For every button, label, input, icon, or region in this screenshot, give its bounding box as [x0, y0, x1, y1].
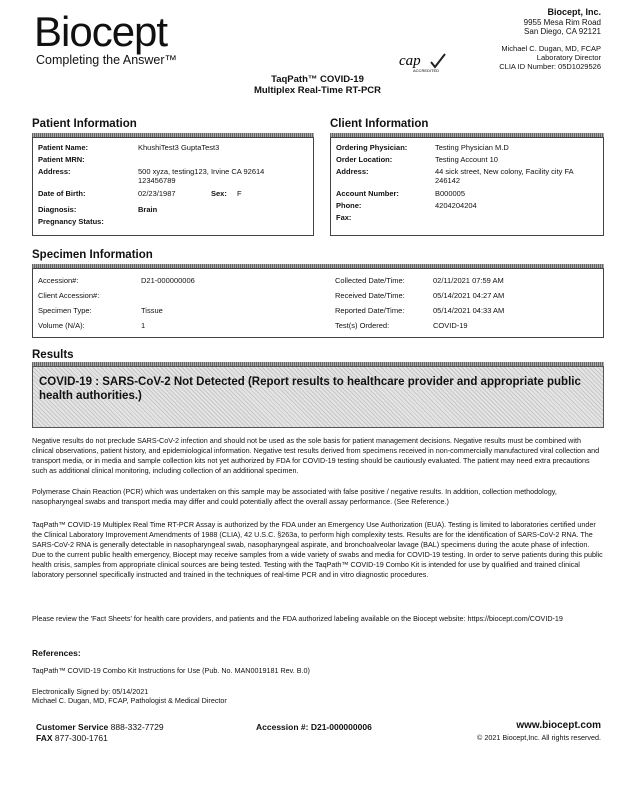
signature-line2: Michael C. Dugan, MD, FCAP, Pathologist & Medical Director	[32, 696, 227, 705]
title-line1: TaqPath™ COVID-19	[271, 74, 364, 85]
specimen-type-value: Tissue	[141, 306, 163, 315]
company-name: Biocept, Inc.	[547, 7, 601, 17]
collected-label: Collected Date/Time:	[335, 276, 405, 285]
patient-address-line1: 500 xyza, testing123, Irvine CA 92614	[138, 167, 265, 176]
reported-label: Reported Date/Time:	[335, 306, 405, 315]
signature-line1: Electronically Signed by: 05/14/2021	[32, 687, 149, 696]
specimen-type-label: Specimen Type:	[38, 306, 92, 315]
accession-label: Accession#:	[38, 276, 79, 285]
references-heading: References:	[32, 648, 81, 658]
address-line1: 9955 Mesa Rim Road	[523, 17, 601, 27]
diagnosis-label: Diagnosis:	[38, 205, 77, 214]
report-title	[0, 74, 635, 96]
paragraph-fact-sheets: Please review the 'Fact Sheets' for health care providers, and patients and the FDA authorized labeling available on the Biocept website: https://biocept.com/COVID-19	[32, 614, 563, 623]
physician-label: Ordering Physician:	[336, 143, 408, 152]
fax-footer-label: FAX	[36, 733, 53, 743]
results-box	[32, 366, 604, 428]
result-text: COVID-19 : SARS-CoV-2 Not Detected (Report results to healthcare provider and appropriate public health authorities.)	[39, 376, 581, 402]
volume-value: 1	[141, 321, 146, 330]
specimen-info-box	[32, 268, 604, 338]
footer-accession	[256, 722, 372, 732]
footer-contact	[36, 722, 164, 744]
account-label: Account Number:	[336, 189, 399, 198]
volume-label: Volume (N/A):	[38, 321, 85, 330]
patient-info-box	[32, 137, 314, 236]
paragraph-eua: TaqPath™ COVID-19 Multiplex Real Time RT-PCR Assay is authorized by the FDA under an Emergency Use Authorization (EUA). Testing is limited to laboratories certified under the Clinical Laboratory Improvement Amendments of 1988 (CLIA), 42 U.S.C. §263a, to perform high complexity tests. Results are for the identification of SARS-CoV-2 RNA. The SARS-CoV-2 RNA is generally detectable in nasopharyngeal swab, nasopharyngeal aspirate, and bronchoalveolar lavage (BAL) specimens during the acute phase of infection. Due to the current public health emergency, Biocept may receive samples from a wide variety of swabs and media for COVID-19 testing. In order to serve patients during this public health crisis, samples from appropriate clinical sources are being tested. Testing with the TaqPath™ COVID-19 Combo Kit is intended for use by qualified and trained clinical laboratory personnel specifically instructed and trained in the techniques of real-time PCR and in vitro diagnostic procedures.	[32, 520, 603, 579]
account-value: B000005	[435, 189, 466, 198]
location-value: Testing Account 10	[435, 155, 498, 164]
tagline: Completing the Answer™	[36, 53, 178, 67]
footer-accession-label: Accession #:	[256, 722, 309, 732]
results-heading: Results	[32, 349, 74, 361]
reference-item: TaqPath™ COVID-19 Combo Kit Instructions for Use (Pub. No. MAN0019181 Rev. B.0)	[32, 666, 310, 675]
patient-name: KhushiTest3 GuptaTest3	[138, 143, 220, 152]
company-address	[524, 8, 601, 37]
client-accession-label: Client Accession#:	[38, 291, 100, 300]
customer-service-label: Customer Service	[36, 722, 109, 732]
cap-seal-text: cap	[399, 53, 421, 69]
client-address-label: Address:	[336, 167, 369, 176]
cap-seal-sub: ACCREDITED	[413, 68, 440, 73]
received-label: Received Date/Time:	[335, 291, 405, 300]
tests-ordered-label: Test(s) Ordered:	[335, 321, 390, 330]
phone-label: Phone:	[336, 201, 362, 210]
patient-mrn-label: Patient MRN:	[38, 155, 85, 164]
diagnosis-value: Brain	[138, 205, 158, 214]
client-address-line1: 44 sick street, New colony, Facility city FA	[435, 167, 574, 176]
patient-address-line2: 123456789	[138, 176, 176, 185]
client-address-line2: 246142	[435, 176, 461, 185]
footer-right	[477, 720, 601, 744]
client-info-box	[330, 137, 604, 236]
patient-address-label: Address:	[38, 167, 71, 176]
biocept-logo: Biocept	[34, 8, 168, 55]
tests-ordered-value: COVID-19	[433, 321, 468, 330]
physician-value: Testing Physician M.D	[435, 143, 509, 152]
fax-footer-value: 877-300-1761	[54, 733, 108, 743]
patient-info-heading: Patient Information	[32, 118, 137, 130]
location-label: Order Location:	[336, 155, 393, 164]
director-name: Michael C. Dugan, MD, FCAP	[501, 44, 601, 53]
reported-value: 05/14/2021 04:33 AM	[433, 306, 505, 315]
collected-value: 02/11/2021 07:59 AM	[433, 276, 504, 285]
director-title: Laboratory Director	[536, 53, 601, 62]
sex-value: F	[237, 189, 242, 198]
footer-accession-value: D21-000000006	[310, 722, 372, 732]
client-info-heading: Client Information	[330, 118, 429, 130]
received-value: 05/14/2021 04:27 AM	[433, 291, 505, 300]
signature-block	[32, 687, 227, 705]
cap-accredited-seal	[397, 50, 455, 74]
accession-value: D21-000000006	[141, 276, 195, 285]
website: www.biocept.com	[516, 720, 601, 731]
paragraph-negative-results: Negative results do not preclude SARS-CoV-2 infection and should not be used as the sole basis for patient management decisions. Negative results must be combined with clinical observations, patient history, and epidemiological information. Negative test results derived from specimens received in non-commercially manufactured viral collection and transport media, or in media and sample collection kits not yet authorized by FDA for COVID-19 testing should be cautiously evaluated. The patient may need extra precautions such as additional clinical monitoring, including collection of an additional specimen.	[32, 436, 600, 475]
copyright: © 2021 Biocept,Inc. All rights reserved.	[477, 733, 601, 742]
phone-value: 4204204204	[435, 201, 477, 210]
title-line2: Multiplex Real-Time RT-PCR	[253, 85, 382, 96]
fax-label: Fax:	[336, 213, 352, 222]
dob-value: 02/23/1987	[138, 189, 176, 198]
paragraph-pcr: Polymerase Chain Reaction (PCR) which was undertaken on this sample may be associated with false positive / negative results. In addition, collection methodology, nasopharyngeal swabs and transport media may differ and could potentially affect the overall assay performance. (See Reference.)	[32, 487, 557, 506]
pregnancy-label: Pregnancy Status:	[38, 217, 104, 226]
director-block	[499, 44, 601, 71]
address-line2: San Diego, CA 92121	[524, 27, 601, 36]
dob-label: Date of Birth:	[38, 189, 86, 198]
specimen-info-heading: Specimen Information	[32, 249, 153, 261]
patient-name-label: Patient Name:	[38, 143, 89, 152]
customer-service-phone: 888-332-7729	[110, 722, 164, 732]
clia-number: CLIA ID Number: 05D1029526	[499, 62, 601, 71]
sex-label: Sex:	[211, 189, 227, 198]
